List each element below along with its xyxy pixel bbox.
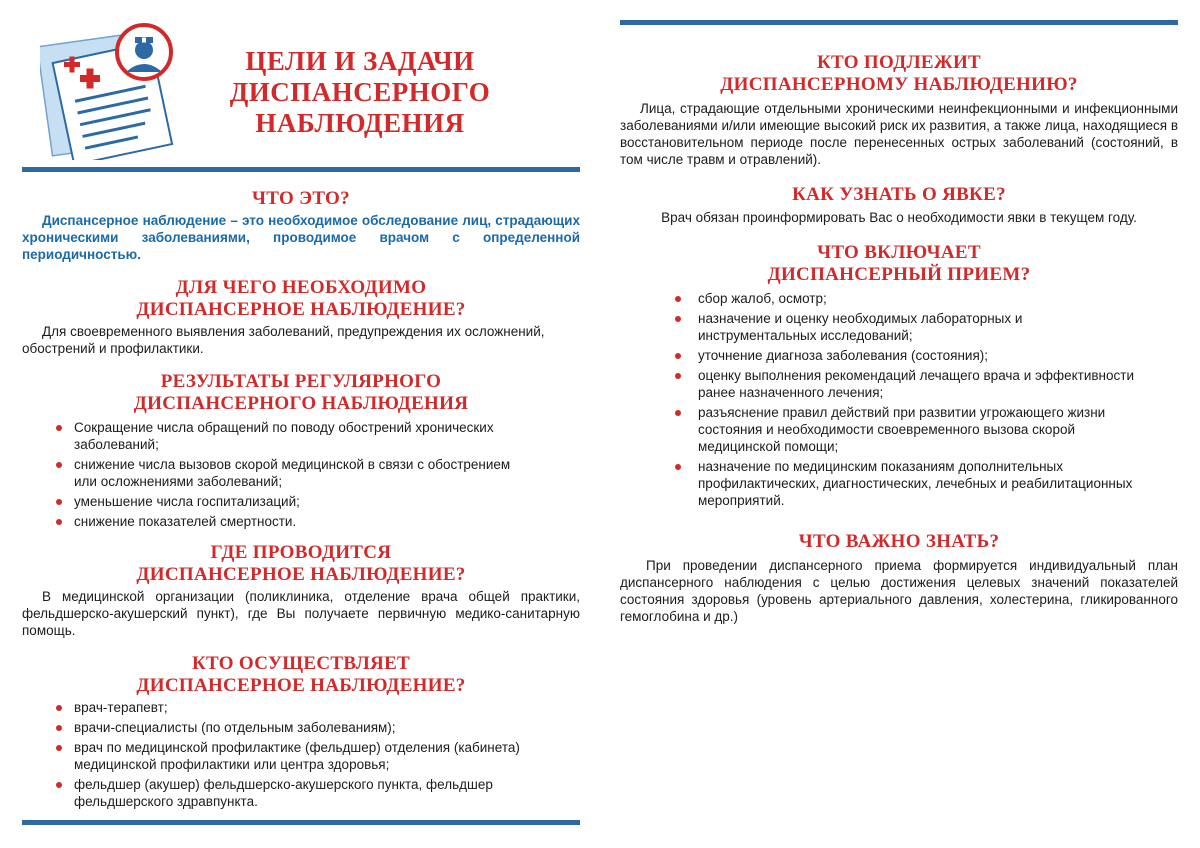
list-item: назначение и оценку необходимых лабораторных и инструментальных исследований; <box>620 310 1158 344</box>
section-heading: КАК УЗНАТЬ О ЯВКЕ? <box>792 184 1006 205</box>
list-item: уменьшение числа госпитализаций; <box>22 493 520 510</box>
list-item: уточнение диагноза заболевания (состояния); <box>620 347 1158 364</box>
divider-top-left <box>22 167 580 172</box>
heading-line: ДЛЯ ЧЕГО НЕОБХОДИМО <box>175 277 427 298</box>
section-visit-includes <box>620 242 1178 509</box>
section-text: Диспансерное наблюдение – это необходимое обследование лиц, страдающих хроническими заболеваниями, проводимое врачом с определенной периодичностью. <box>22 213 580 262</box>
section-who-subject <box>620 52 1178 168</box>
section-text: Лица, страдающие отдельными хроническими неинфекционными и инфекционными заболеваниями и/или имеющие высокий риск их развития, а также лица, находящиеся в восстановительном периоде после перенесенных острых заболеваний (состояний, в том числе травм и отравлений). <box>620 101 1178 167</box>
section-heading: ЧТО ВАЖНО ЗНАТЬ? <box>798 531 1000 552</box>
section-appointment <box>620 184 1178 226</box>
list-item: снижение показателей смертности. <box>22 513 520 530</box>
section-results <box>22 371 580 530</box>
section-text: При проведении диспансерного приема формируется индивидуальный план диспансерного наблюдения с целью достижения целевых значений показателей состояния здоровья (уровень артериального давления, холестерина, гликированного гемоглобина и др.) <box>620 558 1178 624</box>
section-heading <box>22 653 580 697</box>
section-text: В медицинской организации (поликлиника, отделение врача общей практики, фельдшерско-акушерский пункт), где Вы получаете первичную медико-санитарную помощь. <box>22 589 580 638</box>
medical-record-doctor-icon <box>40 22 180 160</box>
section-who-performs <box>22 653 580 810</box>
heading-line: ГДЕ ПРОВОДИТСЯ <box>210 542 392 563</box>
list-item: Сокращение числа обращений по поводу обострений хронических заболеваний; <box>22 419 520 453</box>
section-where <box>22 542 580 639</box>
list-item: назначение по медицинским показаниям дополнительных профилактических, диагностических, лечебных и реабилитационных мероприятий. <box>620 458 1158 509</box>
section-what-is-it <box>22 188 580 263</box>
section-heading <box>22 277 580 321</box>
heading-line: ДИСПАНСЕРНОЕ НАБЛЮДЕНИЕ? <box>136 299 466 320</box>
divider-top-right <box>620 20 1178 25</box>
heading-line: КТО ОСУЩЕСТВЛЯЕТ <box>191 653 411 674</box>
title-line: ЦЕЛИ И ЗАДАЧИ <box>245 46 475 76</box>
title-line: НАБЛЮДЕНИЯ <box>255 108 465 138</box>
divider-bottom-left <box>22 820 580 825</box>
section-heading <box>22 542 580 586</box>
section-text: Для своевременного выявления заболеваний, предупреждения их осложнений, обострений и профилактики. <box>22 324 545 356</box>
list-item: снижение числа вызовов скорой медицинской в связи с обострением или осложнениями заболеваний; <box>22 456 520 490</box>
section-heading: ЧТО ЭТО? <box>252 188 350 209</box>
list-item: сбор жалоб, осмотр; <box>620 290 1158 307</box>
list-item: врач по медицинской профилактике (фельдшер) отделения (кабинета) медицинской профилактики или центра здоровья; <box>22 739 550 773</box>
performers-list <box>22 699 580 810</box>
section-important <box>620 531 1178 625</box>
heading-line: ДИСПАНСЕРНОЕ НАБЛЮДЕНИЕ? <box>136 675 466 696</box>
section-heading <box>620 52 1178 96</box>
page-title <box>200 46 520 139</box>
list-item: оценку выполнения рекомендаций лечащего врача и эффективности ранее назначенного лечения; <box>620 367 1158 401</box>
visit-list <box>620 290 1178 509</box>
heading-line: ДИСПАНСЕРНОЕ НАБЛЮДЕНИЕ? <box>136 564 466 585</box>
heading-line: ЧТО ВКЛЮЧАЕТ <box>817 242 981 263</box>
list-item: врачи-специалисты (по отдельным заболеваниям); <box>22 719 550 736</box>
list-item: фельдшер (акушер) фельдшерско-акушерского пункта, фельдшер фельдшерского здравпункта. <box>22 776 550 810</box>
left-column <box>22 188 580 813</box>
heading-line: КТО ПОДЛЕЖИТ <box>816 52 982 73</box>
heading-line: ДИСПАНСЕРНОГО НАБЛЮДЕНИЯ <box>133 393 469 414</box>
section-heading <box>620 242 1178 286</box>
heading-line: РЕЗУЛЬТАТЫ РЕГУЛЯРНОГО <box>160 371 442 392</box>
title-line: ДИСПАНСЕРНОГО <box>229 77 491 107</box>
results-list <box>22 419 580 530</box>
right-column <box>620 52 1178 625</box>
section-heading <box>22 371 580 415</box>
section-text: Врач обязан проинформировать Вас о необходимости явки в текущем году. <box>661 210 1137 225</box>
section-why-needed <box>22 277 580 357</box>
heading-line: ДИСПАНСЕРНОМУ НАБЛЮДЕНИЮ? <box>720 74 1078 95</box>
header-illustration <box>40 22 180 160</box>
list-item: разъяснение правил действий при развитии угрожающего жизни состояния и необходимости своевременного вызова скорой медицинской помощи; <box>620 404 1158 455</box>
heading-line: ДИСПАНСЕРНЫЙ ПРИЕМ? <box>767 264 1031 285</box>
list-item: врач-терапевт; <box>22 699 550 716</box>
